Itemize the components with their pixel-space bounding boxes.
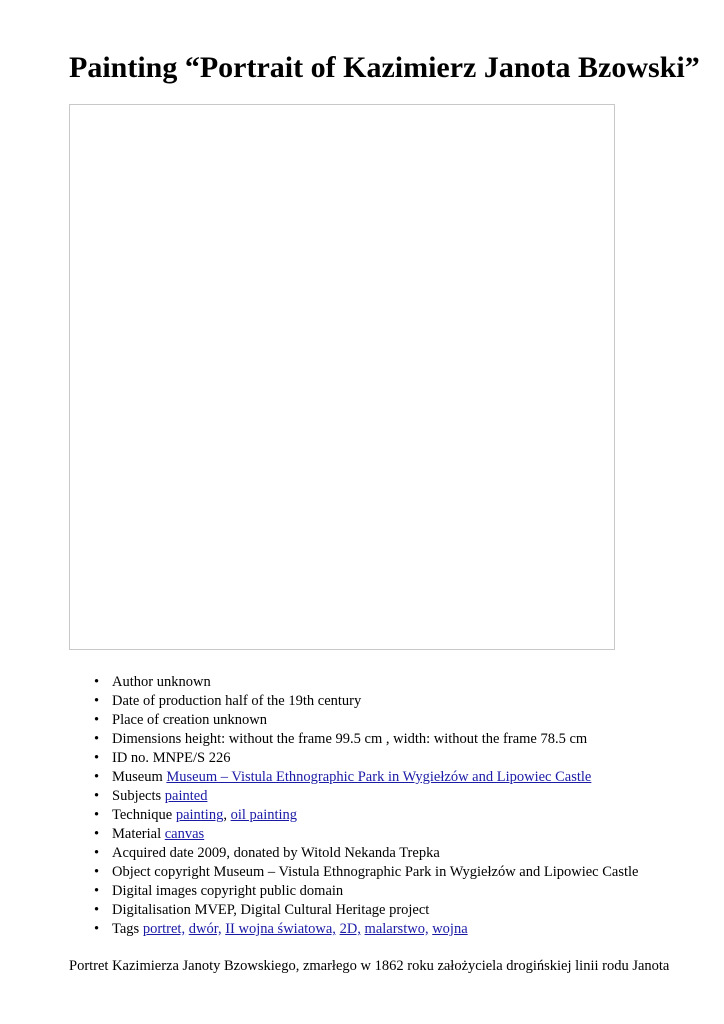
detail-value: half of the 19th century xyxy=(225,693,362,709)
material-link-canvas[interactable]: canvas xyxy=(164,826,205,842)
detail-acquired-date xyxy=(94,844,638,863)
detail-value: Museum – Vistula Ethnographic Park in Wygiełzów and Lipowiec Castle xyxy=(213,864,639,880)
detail-dimensions xyxy=(94,730,638,749)
detail-value: public domain xyxy=(259,883,344,899)
detail-author xyxy=(94,673,638,692)
detail-label: Museum xyxy=(112,769,163,785)
artwork-image-placeholder xyxy=(69,104,615,650)
detail-digital-images-copyright xyxy=(94,882,638,901)
detail-value: unknown xyxy=(213,712,268,728)
technique-separator: , xyxy=(223,807,231,823)
tag-link-dwor[interactable]: dwór, xyxy=(188,921,222,937)
detail-label: ID no. xyxy=(112,750,150,766)
detail-object-copyright xyxy=(94,863,638,882)
page-title: Painting “Portrait of Kazimierz Janota Bzowski” xyxy=(69,51,700,84)
detail-museum xyxy=(94,768,638,787)
tag-link-ii-wojna-swiatowa[interactable]: II wojna światowa, xyxy=(225,921,336,937)
technique-link-painting[interactable]: painting xyxy=(175,807,224,823)
detail-label: Subjects xyxy=(112,788,162,804)
description: Portret Kazimierza Janoty Bzowskiego, zmarłego w 1862 roku założyciela drogińskiej linii rodu Janota xyxy=(69,958,670,974)
detail-label: Tags xyxy=(112,921,140,937)
detail-subjects xyxy=(94,787,638,806)
detail-label: Acquired date xyxy=(112,845,194,861)
detail-value: height: without the frame 99.5 cm , width: without the frame 78.5 cm xyxy=(184,731,588,747)
subject-link-painted[interactable]: painted xyxy=(164,788,208,804)
detail-id-no xyxy=(94,749,638,768)
detail-tags xyxy=(94,920,638,939)
tag-link-2d[interactable]: 2D, xyxy=(339,921,361,937)
detail-label: Digitalisation xyxy=(112,902,191,918)
detail-label: Place of creation xyxy=(112,712,210,728)
detail-date-of-production xyxy=(94,692,638,711)
tag-link-wojna[interactable]: wojna xyxy=(432,921,468,937)
detail-digitalisation xyxy=(94,901,638,920)
detail-place-of-creation xyxy=(94,711,638,730)
detail-material xyxy=(94,825,638,844)
tag-link-malarstwo[interactable]: malarstwo, xyxy=(364,921,429,937)
detail-label: Date of production xyxy=(112,693,222,709)
detail-label: Author xyxy=(112,674,154,690)
detail-value: MVEP, Digital Cultural Heritage project xyxy=(194,902,430,918)
museum-link[interactable]: Museum – Vistula Ethnographic Park in Wygiełzów and Lipowiec Castle xyxy=(166,769,592,785)
tag-link-portret[interactable]: portret, xyxy=(142,921,186,937)
metadata-list xyxy=(94,673,638,939)
detail-value: 2009, donated by Witold Nekanda Trepka xyxy=(197,845,440,861)
technique-link-oil-painting[interactable]: oil painting xyxy=(230,807,298,823)
detail-label: Technique xyxy=(112,807,173,823)
detail-label: Material xyxy=(112,826,162,842)
detail-value: MNPE/S 226 xyxy=(152,750,231,766)
detail-label: Digital images copyright xyxy=(112,883,257,899)
detail-value: unknown xyxy=(156,674,211,690)
detail-label: Dimensions xyxy=(112,731,182,747)
detail-technique xyxy=(94,806,638,825)
detail-label: Object copyright xyxy=(112,864,210,880)
